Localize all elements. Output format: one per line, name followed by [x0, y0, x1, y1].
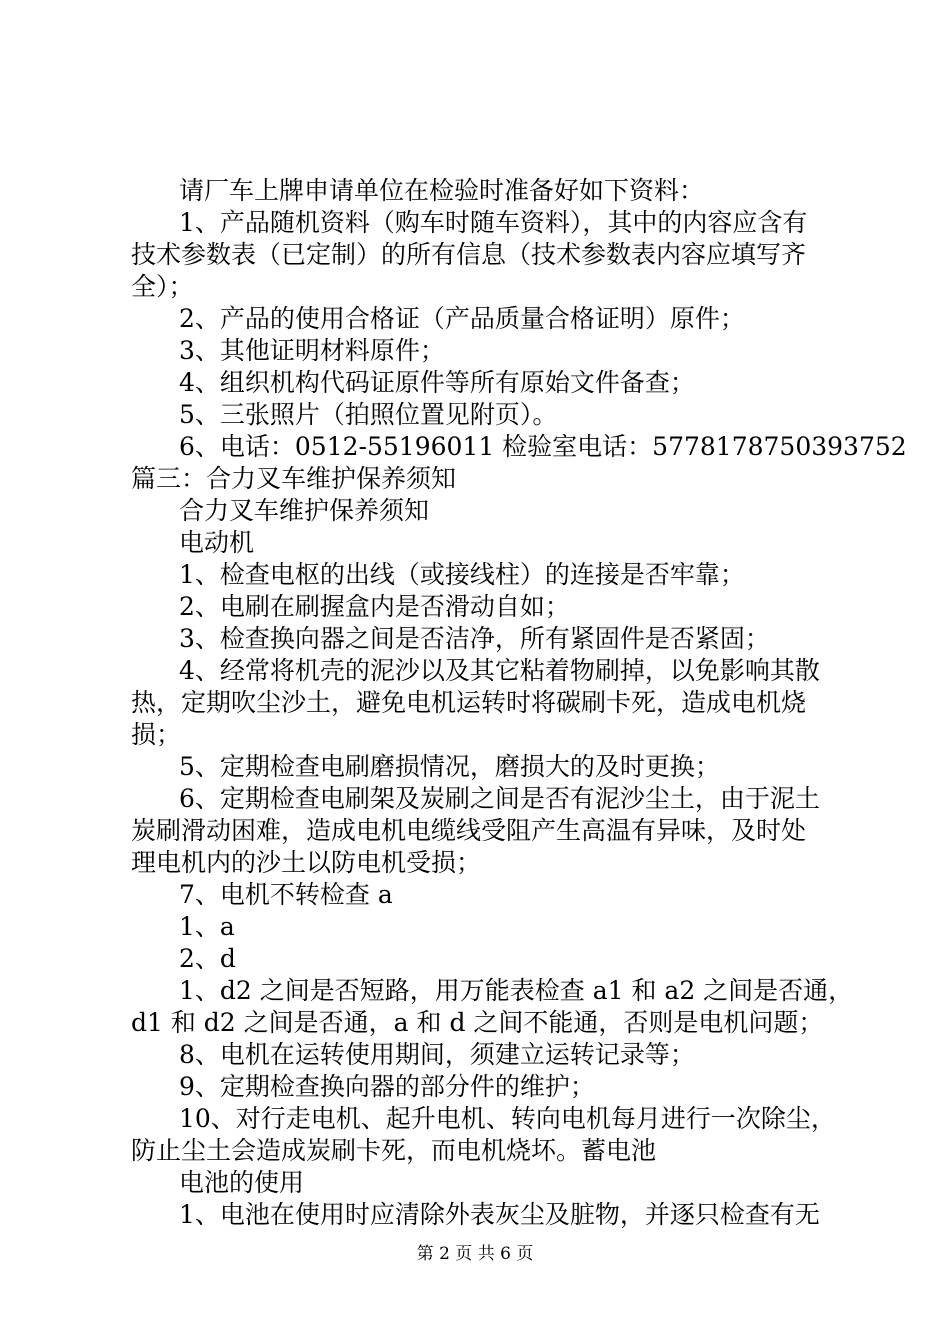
- text-line: 炭刷滑动困难，造成电机电缆线受阻产生高温有异味，及时处: [131, 816, 807, 845]
- text-line: 防止尘土会造成炭刷卡死，而电机烧坏。蓄电池: [131, 1136, 657, 1165]
- text-line: 全）；: [131, 272, 194, 301]
- text-line: 4、经常将机壳的泥沙以及其它粘着物刷掉，以免影响其散: [179, 656, 820, 685]
- text-line: 1、d2 之间是否短路，用万能表检查 a1 和 a2 之间是否通，: [179, 976, 854, 1005]
- text-line: 电动机: [179, 528, 255, 557]
- text-line: 6、电话：0512-55196011 检验室电话：5778178750393752: [179, 432, 907, 461]
- text-line: 5、定期检查电刷磨损情况，磨损大的及时更换；: [179, 752, 720, 781]
- text-line: 4、组织机构代码证原件等所有原始文件备查；: [179, 368, 695, 397]
- text-line: 1、产品随机资料（购车时随车资料），其中的内容应含有: [179, 208, 808, 237]
- text-line: 10、对行走电机、起升电机、转向电机每月进行一次除尘，: [179, 1104, 836, 1133]
- text-line: 1、a: [179, 912, 235, 941]
- text-line: 技术参数表（已定制）的所有信息（技术参数表内容应填写齐: [131, 240, 807, 269]
- text-line: 电池的使用: [179, 1168, 305, 1197]
- text-line: 2、d: [179, 944, 236, 973]
- page-number-footer: 第 2 页 共 6 页: [416, 1244, 534, 1264]
- text-line: 1、检查电枢的出线（或接线柱）的连接是否牢靠；: [179, 560, 745, 589]
- text-line: 7、电机不转检查 a: [179, 880, 393, 909]
- text-line: 3、其他证明材料原件；: [179, 336, 445, 365]
- text-line: 损；: [131, 720, 182, 749]
- text-line: 9、定期检查换向器的部分件的维护；: [179, 1072, 595, 1101]
- text-line: 理电机内的沙土以防电机受损；: [131, 848, 482, 877]
- text-line: 热，定期吹尘沙土，避免电机运转时将碳刷卡死，造成电机烧: [131, 688, 807, 717]
- text-line: d1 和 d2 之间是否通，a 和 d 之间不能通，否则是电机问题；: [131, 1008, 824, 1037]
- text-line: 2、电刷在刷握盒内是否滑动自如；: [179, 592, 570, 621]
- text-line: 1、电池在使用时应清除外表灰尘及脏物，并逐只检查有无: [179, 1200, 820, 1229]
- section-heading: 篇三：合力叉车维护保养须知: [131, 464, 457, 493]
- text-line: 2、产品的使用合格证（产品质量合格证明）原件；: [179, 304, 745, 333]
- text-line: 5、三张照片（拍照位置见附页）。: [179, 400, 558, 429]
- text-line: 请厂车上牌申请单位在检验时准备好如下资料：: [179, 176, 705, 205]
- text-line: 6、定期检查电刷架及炭刷之间是否有泥沙尘土，由于泥土: [179, 784, 820, 813]
- text-line: 8、电机在运转使用期间，须建立运转记录等；: [179, 1040, 695, 1069]
- text-line: 合力叉车维护保养须知: [179, 496, 430, 525]
- text-line: 3、检查换向器之间是否洁净，所有紧固件是否紧固；: [179, 624, 770, 653]
